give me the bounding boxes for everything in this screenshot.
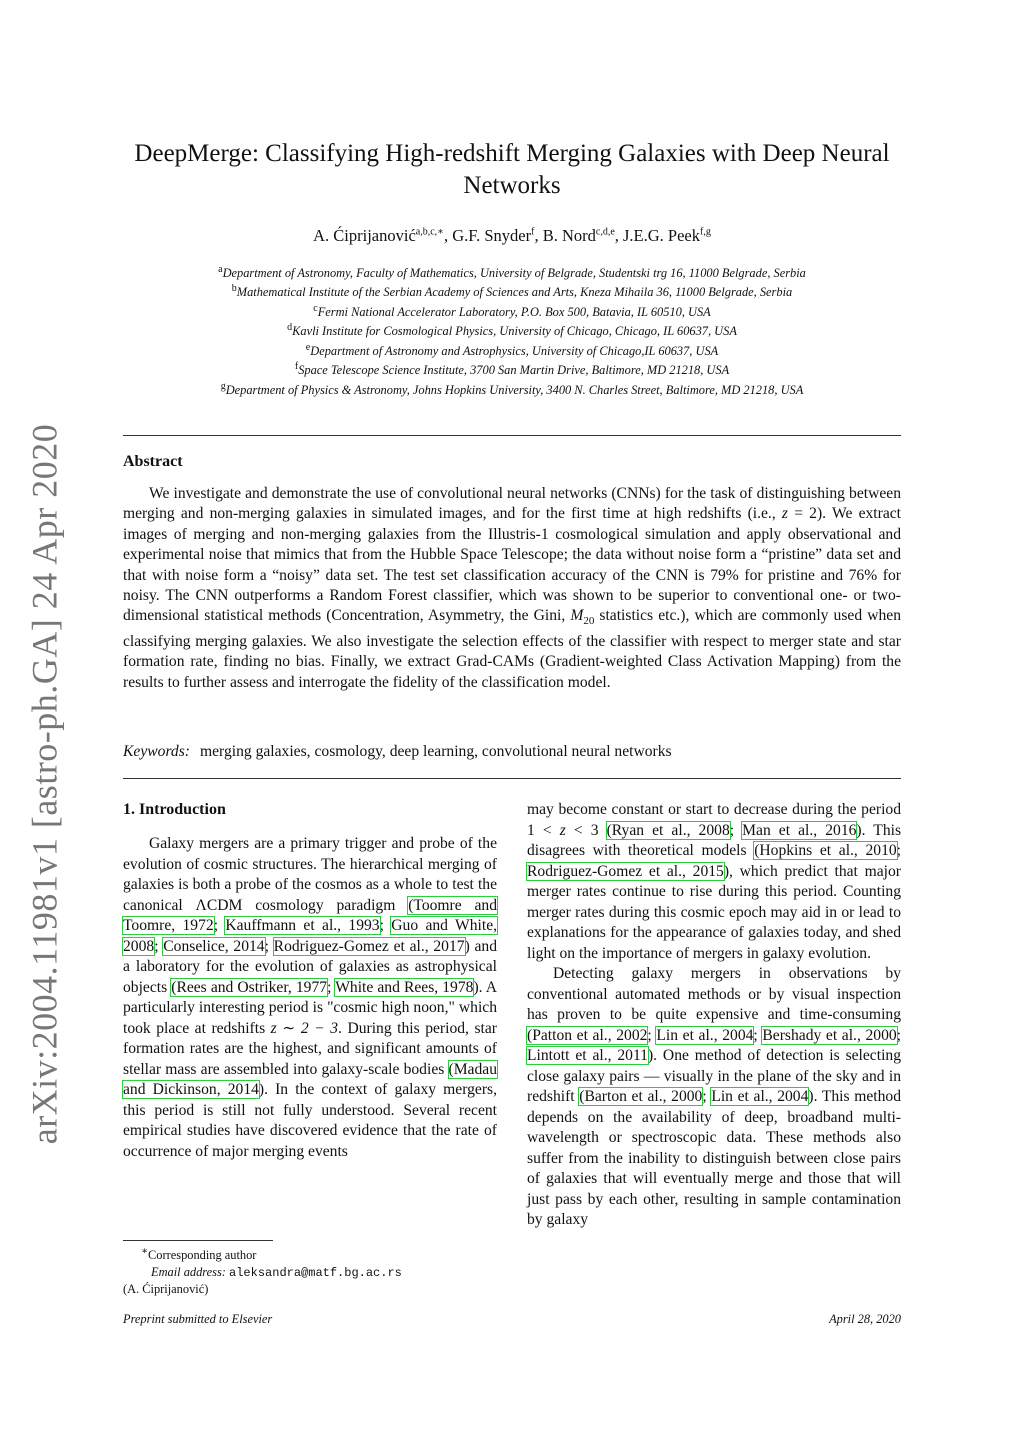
arxiv-identifier: arXiv:2004.11981v1 [astro-ph.GA] 24 Apr 2020 [24, 423, 65, 1145]
affiliation-text: Kavli Institute for Cosmological Physics, University of Chicago, Chicago, IL 60637, USA [292, 324, 737, 339]
affiliation-mark: c [313, 302, 318, 314]
footnote-name: (A. Ćiprijanović) [123, 1282, 209, 1297]
citation-link[interactable]: (Ryan et al., 2008 [606, 821, 730, 839]
body-text: Detecting galaxy mergers in observations by conventional automated methods or by visual inspection has proven to be quite expensive and time-consuming [527, 965, 901, 1023]
intro-paragraph-2 [527, 964, 901, 1231]
citation-link[interactable]: (Patton et al., 2002 [527, 1026, 648, 1044]
footer-date: April 28, 2020 [829, 1312, 901, 1326]
affiliation-list [120, 262, 904, 398]
citation-separator: ; [379, 917, 392, 934]
abstract-text: = 2). We extract images of merging and non-merging galaxies from the Illustris-1 cosmological simulation and apply observational and experimental noise that mimics that from the Hubble Space Telescope; the data without noise form a “pristine” data set and that with noise form a “noisy” data set. The test set classification accuracy of the CNN is 79% for pristine and 76% for noisy. The CNN outperforms a Random Forest classifier, which was shown to be superior to conventional one- or two-dimensional statistical methods (Concentration, Asymmetry, the Gini, [123, 505, 901, 625]
citation-link[interactable]: Lintott et al., 2011 [527, 1047, 648, 1064]
body-text: Galaxy mergers are a primary trigger and probe of the evolution of cosmic structures. The hierarchical merging of galaxies is both a probe of the cosmos as a whole to test the canonical ΛCDM cosmology paradigm [123, 835, 497, 914]
affiliation-text: Department of Astronomy and Astrophysics, University of Chicago,IL 60637, USA [310, 343, 719, 358]
citation-link[interactable]: (Madau and Dickinson, 2014 [123, 1060, 497, 1098]
body-text: . During this period, star formation rates are the highest, and significant amounts of stellar mass are assembled into galaxy-scale bodies [123, 1019, 497, 1078]
affiliation-g [120, 379, 904, 398]
affiliation-text: Mathematical Institute of the Serbian Academy of Sciences and Arts, Kneza Mihaila 36, 11000 Belgrade, Serbia [236, 285, 793, 300]
citation-link[interactable]: Rodriguez-Gomez et al., 2015 [527, 862, 724, 880]
abstract-heading: Abstract [123, 453, 183, 470]
abstract-top-rule [123, 435, 901, 436]
arxiv-sidebar [14, 404, 74, 1164]
citation-separator: ; [647, 1026, 657, 1044]
affiliation-e [120, 340, 904, 359]
footer-preprint-note: Preprint submitted to Elsevier [123, 1312, 273, 1326]
abstract-math: M [570, 607, 584, 625]
email-link[interactable]: aleksandra@matf.bg.ac.rs [229, 1265, 402, 1280]
citation-link[interactable]: Lin et al., 2004 [711, 1088, 809, 1105]
affiliation-text: Department of Astronomy, Faculty of Mathematics, University of Belgrade, Studentski trg 16, 11000 Belgrade, Serbia [222, 266, 806, 281]
body-text: ). One method of detection is selecting close galaxy pairs — visually in the plane of the sky and in redshift [527, 1047, 901, 1105]
citation-link[interactable]: (Toomre and Toomre, 1972 [123, 896, 497, 934]
abstract-math-sub: 20 [583, 615, 595, 628]
body-text: ), which predict that major merger rates continue to rise during this period. Counting merger rates during this cosmic epoch may aid in or lead to explanations for the appearance of galaxies today, and shed light on the importance of mergers in galaxy evolution. [527, 862, 901, 962]
affiliation-text: Fermi National Accelerator Laboratory, P.O. Box 500, Batavia, IL 60510, USA [317, 304, 711, 319]
body-text: ) and a laboratory for the evolution of galaxies as astrophysical objects [123, 937, 498, 996]
author-4: J.E.G. Peek [623, 226, 701, 245]
affiliation-mark: b [231, 283, 237, 295]
affiliation-mark: f [294, 361, 299, 373]
abstract-math: z [781, 505, 788, 523]
affiliation-c [120, 301, 904, 320]
citation-link[interactable]: Guo and White, 2008 [123, 917, 498, 955]
footnote-text: Corresponding author [148, 1248, 257, 1263]
author-2: G.F. Snyder [452, 226, 532, 245]
citation-separator: ; [729, 821, 743, 839]
footnote-rule [123, 1240, 273, 1241]
author-list: A. Ćiprijanović$^{a,b,c,∗}$, G.F. Snyder$^f$, B. Nord$^{c,d,e}$, J.E.G. Peek$^{f,g}$ [313, 226, 711, 245]
body-text: ). In the context of galaxy mergers, this period is still not fully understood. Several recent empirical studies have discovered evidence that the rate of occurrence of major merging events [123, 1081, 497, 1160]
citation-link[interactable]: Rodriguez-Gomez et al., 2017 [273, 937, 465, 955]
affiliation-b [120, 281, 904, 300]
intro-paragraph-1 [123, 834, 497, 1162]
citation-separator: ; [154, 937, 164, 955]
section-heading: 1. Introduction [123, 801, 226, 818]
citation-separator: ; [327, 978, 336, 996]
left-column [123, 800, 497, 1162]
citation-link[interactable]: (Barton et al., 2000 [579, 1088, 703, 1105]
citation-link[interactable]: Man et al., 2016 [742, 821, 857, 839]
citation-separator: ; [264, 937, 274, 955]
citation-separator: ; [213, 917, 226, 934]
body-math: z ∼ 2 − 3 [270, 1019, 339, 1037]
paper-title: DeepMerge: Classifying High-redshift Merging Galaxies with Deep Neural Networks [134, 140, 890, 199]
keywords-text: merging galaxies, cosmology, deep learning, convolutional neural networks [200, 743, 672, 760]
footnote [123, 1244, 503, 1298]
abstract-text: We investigate and demonstrate the use of convolutional neural networks (CNNs) for the task of distinguishing between merging and non-merging galaxies in simulated images, and for the first time at high redshifts (i.e., [123, 485, 901, 523]
author-1: A. Ćiprijanović [313, 226, 416, 245]
affiliation-text: Department of Physics & Astronomy, Johns Hopkins University, 3400 N. Charles Street, Baltimore, MD 21218, USA [225, 382, 804, 397]
author-2-affil: f [531, 226, 535, 238]
citation-separator: ; [753, 1026, 763, 1044]
affiliation-mark: g [220, 380, 226, 392]
email-label: Email address: [151, 1264, 226, 1279]
body-text: may become constant or start to decrease during the period 1 < [527, 801, 901, 839]
body-text: ). This method depends on the availability of deep, broadband multi-wavelength or spectroscopic data. These methods also suffer from the inability to distinguish between close pairs of galaxies that will eventually merge and those that will just pass by each other, resulting in sample contamination by galaxy [527, 1088, 901, 1228]
citation-separator: ; [896, 842, 902, 859]
author-3: B. Nord [542, 226, 596, 245]
affiliation-a [120, 262, 904, 281]
keywords [123, 743, 901, 761]
citation-link[interactable]: Kauffmann et al., 1993 [225, 917, 380, 934]
footnote-email-line [123, 1264, 503, 1282]
citation-link[interactable]: White and Rees, 1978 [335, 978, 474, 996]
citation-link[interactable]: (Hopkins et al., 2010 [754, 842, 897, 859]
affiliation-mark: e [305, 341, 311, 353]
citation-link[interactable]: Bershady et al., 2000 [762, 1026, 897, 1044]
citation-link[interactable]: (Rees and Ostriker, 1977 [171, 978, 328, 996]
author-1-affil: a,b,c,∗ [415, 226, 444, 238]
body-text: < 3 [565, 821, 607, 839]
abstract-text: statistics etc.), which are commonly used when classifying merging galaxies. We also investigate the selection effects of the classifier with respect to merger state and star formation rate, finding no bias. Finally, we extract Grad-CAMs (Gradient-weighted Class Activation Mapping) from the results to further assess and interrogate the fidelity of the classification model. [123, 607, 901, 691]
abstract-body [123, 484, 901, 693]
author-3-affil: c,d,e [595, 226, 615, 238]
intro-paragraph-1-continued [527, 800, 901, 964]
keywords-label: Keywords: [123, 743, 190, 760]
affiliation-d [120, 320, 904, 339]
affiliation-mark: a [218, 264, 223, 275]
right-column [527, 800, 901, 1231]
citation-link[interactable]: Conselice, 2014 [163, 937, 265, 955]
footnote-mark: ∗ [141, 1246, 149, 1257]
citation-separator: ; [702, 1088, 712, 1105]
affiliation-text: Space Telescope Science Institute, 3700 San Martin Drive, Baltimore, MD 21218, USA [298, 363, 730, 378]
abstract-bottom-rule [123, 778, 901, 779]
author-4-affil: f,g [700, 226, 711, 238]
affiliation-f [120, 359, 904, 378]
citation-separator: ; [896, 1026, 902, 1044]
citation-link[interactable]: Lin et al., 2004 [656, 1026, 754, 1044]
footnote-corresponding [123, 1244, 503, 1264]
body-math: z [559, 821, 566, 839]
body-text: ). This disagrees with theoretical models [527, 821, 902, 859]
body-text: ). A particularly interesting period is "cosmic high noon," which took place at redshifts [123, 978, 498, 1037]
affiliation-mark: d [287, 322, 293, 334]
